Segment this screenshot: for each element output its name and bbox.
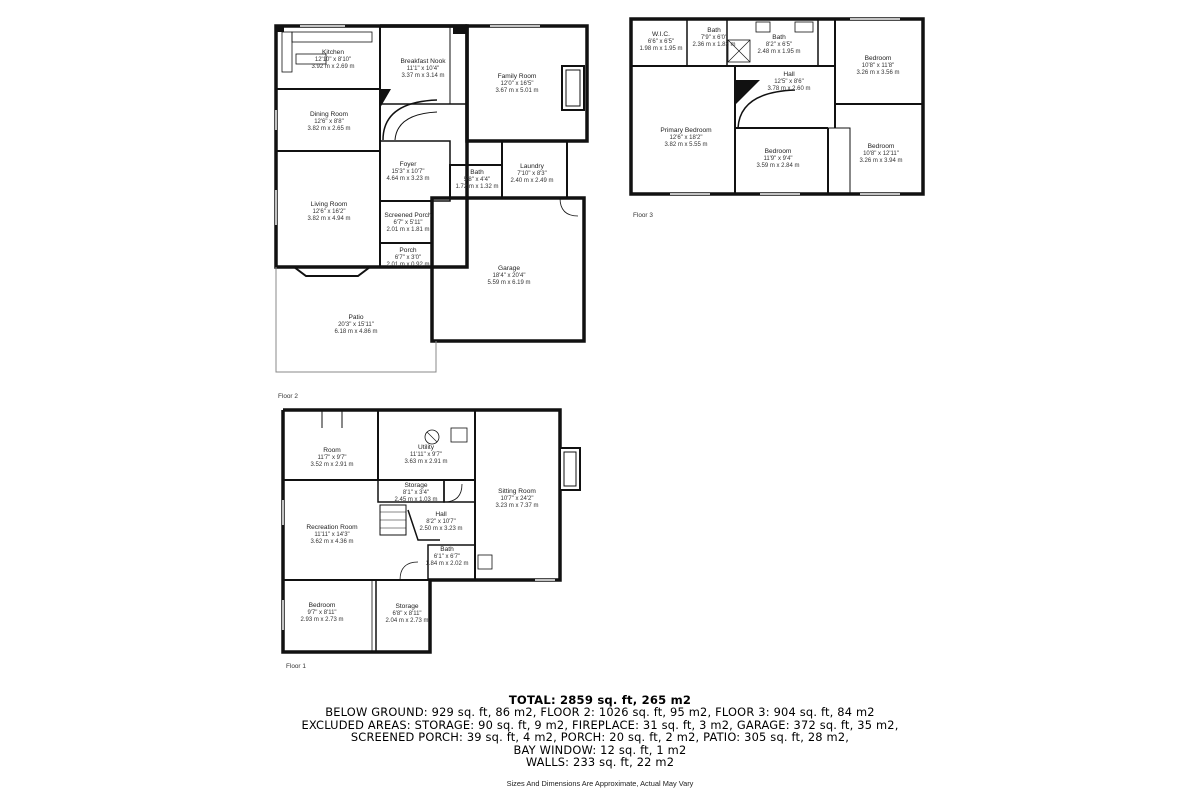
svg-text:3.23 m x 7.37 m: 3.23 m x 7.37 m [495, 503, 539, 509]
svg-text:Foyer: Foyer [399, 161, 417, 168]
svg-text:2.40 m x 2.49 m: 2.40 m x 2.49 m [510, 178, 554, 184]
room-dining-room [307, 111, 350, 132]
svg-text:Utility: Utility [417, 444, 435, 451]
room-bath-floor1 [425, 546, 468, 567]
svg-text:Bath: Bath [772, 34, 786, 41]
svg-text:Bath: Bath [440, 546, 454, 553]
room-bath-floor2 [455, 169, 498, 190]
svg-text:2.50 m x 3.23 m: 2.50 m x 3.23 m [419, 526, 463, 532]
summary-line-1: BELOW GROUND: 929 sq. ft, 86 m2, FLOOR 2: 1026 sq. ft, 95 m2, FLOOR 3: 904 sq. ft, 84 m2 [325, 705, 875, 720]
svg-text:1.98 m x 1.95 m: 1.98 m x 1.95 m [639, 46, 683, 52]
svg-text:10'8" x 11'8": 10'8" x 11'8" [861, 63, 895, 69]
svg-text:2.04 m x 2.73 m: 2.04 m x 2.73 m [385, 618, 429, 624]
svg-text:9'7" x 8'11": 9'7" x 8'11" [307, 610, 337, 616]
room-recreation-room [306, 524, 358, 545]
room-primary-bedroom [660, 127, 712, 148]
svg-text:8'2" x 10'7": 8'2" x 10'7" [426, 519, 456, 525]
svg-text:Dining Room: Dining Room [309, 111, 349, 118]
svg-text:Bath: Bath [707, 27, 721, 34]
svg-text:1.84 m x 2.02 m: 1.84 m x 2.02 m [425, 561, 469, 567]
svg-text:Porch: Porch [399, 247, 417, 254]
svg-text:Garage: Garage [498, 265, 520, 272]
svg-text:2.45 m x 1.03 m: 2.45 m x 1.03 m [394, 497, 438, 503]
room-porch [386, 247, 429, 268]
svg-text:3.62 m x 4.36 m: 3.62 m x 4.36 m [310, 539, 354, 545]
room-breakfast-nook [400, 58, 446, 79]
svg-text:Storage: Storage [395, 603, 419, 610]
svg-text:Bath: Bath [470, 169, 484, 176]
svg-text:12'6" x 8'8": 12'6" x 8'8" [314, 119, 344, 125]
svg-text:6'7" x 5'11": 6'7" x 5'11" [393, 220, 423, 226]
svg-text:3.78 m x 2.60 m: 3.78 m x 2.60 m [767, 86, 811, 92]
room-hall-floor3 [767, 71, 810, 92]
svg-text:Storage: Storage [404, 482, 428, 489]
svg-text:Hall: Hall [435, 511, 447, 518]
room-patio [334, 314, 377, 335]
svg-text:2.93 m x 2.73 m: 2.93 m x 2.73 m [300, 617, 344, 623]
room-room-floor1 [310, 447, 353, 468]
svg-text:7'9" x 6'0": 7'9" x 6'0" [700, 35, 728, 41]
svg-text:Primary Bedroom: Primary Bedroom [660, 127, 712, 134]
room-bath-floor3-a [692, 27, 735, 48]
svg-text:Bedroom: Bedroom [864, 55, 892, 62]
disclaimer: Sizes And Dimensions Are Approximate, Actual May Vary [506, 779, 694, 788]
summary-line-5: WALLS: 233 sq. ft, 22 m2 [525, 755, 675, 770]
svg-text:1.72 m x 1.32 m: 1.72 m x 1.32 m [455, 184, 499, 190]
svg-text:12'6" x 16'2": 12'6" x 16'2" [312, 209, 346, 215]
svg-text:Family Room: Family Room [497, 73, 537, 80]
svg-text:Hall: Hall [783, 71, 795, 78]
svg-text:11'11" x 9'7": 11'11" x 9'7" [409, 452, 443, 458]
svg-text:3.92 m x 2.69 m: 3.92 m x 2.69 m [311, 64, 355, 70]
svg-text:3.59 m x 2.84 m: 3.59 m x 2.84 m [756, 163, 800, 169]
svg-text:Breakfast Nook: Breakfast Nook [400, 58, 446, 65]
svg-text:3.52 m x 2.91 m: 3.52 m x 2.91 m [310, 462, 354, 468]
floor-2-label: Floor 2 [278, 393, 298, 400]
room-storage-floor1-b [385, 603, 428, 624]
room-utility [404, 444, 447, 465]
svg-text:Bedroom: Bedroom [867, 143, 895, 150]
svg-text:10'8" x 12'11": 10'8" x 12'11" [863, 151, 899, 157]
svg-text:3.67 m x 5.01 m: 3.67 m x 5.01 m [495, 88, 539, 94]
floor-3-label: Floor 3 [633, 212, 653, 219]
svg-text:5.59 m x 6.19 m: 5.59 m x 6.19 m [487, 280, 531, 286]
svg-text:20'3" x 15'11": 20'3" x 15'11" [338, 322, 374, 328]
room-bedroom-floor3-c [859, 143, 902, 164]
svg-text:6'1" x 6'7": 6'1" x 6'7" [433, 554, 461, 560]
svg-text:6'8" x 8'11": 6'8" x 8'11" [392, 611, 422, 617]
summary-line-4: BAY WINDOW: 12 sq. ft, 1 m2 [513, 742, 687, 757]
svg-text:Bedroom: Bedroom [308, 602, 336, 609]
svg-text:2.01 m x 1.81 m: 2.01 m x 1.81 m [386, 227, 430, 233]
room-foyer [386, 161, 429, 182]
svg-text:6'7" x 3'0": 6'7" x 3'0" [394, 255, 422, 261]
svg-text:3.63 m x 2.91 m: 3.63 m x 2.91 m [404, 459, 448, 465]
svg-text:W.I.C.: W.I.C. [652, 31, 670, 38]
room-wic [639, 31, 682, 52]
svg-text:5'8" x 4'4": 5'8" x 4'4" [463, 177, 491, 183]
room-living-room [307, 201, 350, 222]
summary-total: TOTAL: 2859 sq. ft, 265 m2 [508, 693, 692, 707]
svg-text:2.48 m x 1.95 m: 2.48 m x 1.95 m [757, 49, 801, 55]
svg-text:7'10" x 8'3": 7'10" x 8'3" [517, 171, 547, 177]
svg-text:12'10" x 8'10": 12'10" x 8'10" [314, 57, 352, 63]
svg-text:8'1" x 3'4": 8'1" x 3'4" [402, 490, 430, 496]
room-screened-porch [384, 212, 432, 233]
svg-text:Recreation Room: Recreation Room [306, 524, 358, 531]
svg-text:Room: Room [323, 447, 341, 454]
svg-text:10'7" x 24'2": 10'7" x 24'2" [500, 496, 534, 502]
svg-text:15'3" x 10'7": 15'3" x 10'7" [391, 169, 425, 175]
room-laundry [510, 163, 553, 184]
svg-text:2.36 m x 1.83 m: 2.36 m x 1.83 m [692, 42, 736, 48]
svg-text:11'7" x 9'7": 11'7" x 9'7" [317, 455, 347, 461]
svg-text:Screened Porch: Screened Porch [384, 212, 432, 219]
summary-line-2: EXCLUDED AREAS: STORAGE: 90 sq. ft, 9 m2, FIREPLACE: 31 sq. ft, 3 m2, GARAGE: 372 sq. ft, 35 m2, [301, 717, 899, 732]
svg-text:3.82 m x 5.55 m: 3.82 m x 5.55 m [664, 142, 708, 148]
svg-text:Bedroom: Bedroom [764, 148, 792, 155]
room-bedroom-floor3-b [756, 148, 799, 169]
svg-text:8'2" x 6'5": 8'2" x 6'5" [765, 42, 793, 48]
room-sitting-room [495, 488, 538, 509]
svg-text:Living Room: Living Room [310, 201, 348, 208]
room-garage [487, 265, 530, 286]
svg-text:4.64 m x 3.23 m: 4.64 m x 3.23 m [386, 176, 430, 182]
svg-text:Kitchen: Kitchen [322, 49, 344, 56]
area-summary [0, 694, 1200, 768]
room-family-room [495, 73, 538, 94]
svg-text:18'4" x 20'4": 18'4" x 20'4" [492, 273, 526, 279]
svg-text:12'5" x 8'6": 12'5" x 8'6" [774, 79, 804, 85]
room-bedroom-floor3-a [856, 55, 899, 76]
svg-text:11'11" x 14'3": 11'11" x 14'3" [314, 532, 350, 538]
room-bedroom-floor1 [300, 602, 343, 623]
summary-line-3: SCREENED PORCH: 39 sq. ft, 4 m2, PORCH: 20 sq. ft, 2 m2, PATIO: 305 sq. ft, 28 m2, [350, 730, 850, 745]
svg-text:Sitting Room: Sitting Room [498, 488, 536, 495]
svg-text:12'0" x 16'5": 12'0" x 16'5" [500, 81, 534, 87]
svg-text:3.26 m x 3.56 m: 3.26 m x 3.56 m [856, 70, 900, 76]
svg-text:3.37 m x 3.14 m: 3.37 m x 3.14 m [401, 73, 445, 79]
svg-text:3.82 m x 4.94 m: 3.82 m x 4.94 m [307, 216, 351, 222]
svg-text:11'1" x 10'4": 11'1" x 10'4" [406, 66, 440, 72]
svg-text:3.82 m x 2.65 m: 3.82 m x 2.65 m [307, 126, 351, 132]
room-storage-floor1-a [394, 482, 437, 503]
svg-text:11'9" x 9'4": 11'9" x 9'4" [763, 156, 793, 162]
floor-1-label: Floor 1 [286, 663, 306, 670]
svg-text:Patio: Patio [348, 314, 364, 321]
svg-text:2.01 m x 0.92 m: 2.01 m x 0.92 m [386, 262, 430, 268]
room-hall-floor1 [419, 511, 462, 532]
svg-text:6.18 m x 4.86 m: 6.18 m x 4.86 m [334, 329, 378, 335]
room-bath-floor3-b [757, 34, 800, 55]
room-kitchen [311, 49, 354, 70]
svg-text:6'6" x 6'5": 6'6" x 6'5" [647, 39, 675, 45]
svg-text:3.26 m x 3.94 m: 3.26 m x 3.94 m [859, 158, 903, 164]
svg-text:Laundry: Laundry [520, 163, 544, 170]
svg-text:12'6" x 18'2": 12'6" x 18'2" [669, 135, 703, 141]
